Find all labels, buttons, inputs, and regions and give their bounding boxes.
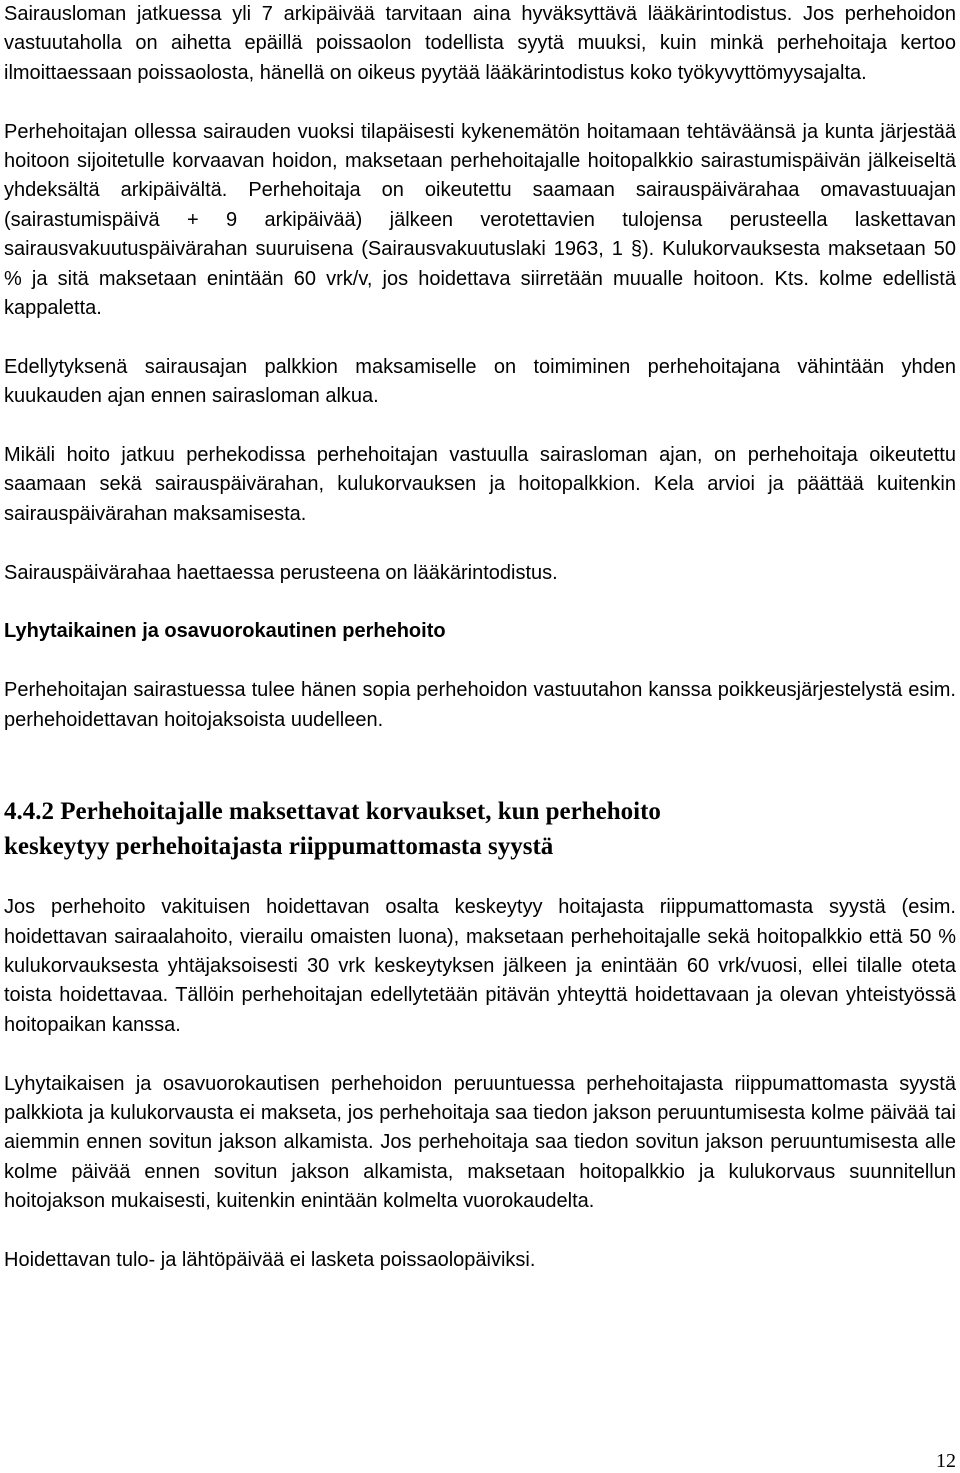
spacer <box>4 647 956 676</box>
section-heading-line-1: 4.4.2 Perhehoitajalle maksettavat korvaukset, kun perhehoito <box>4 797 661 825</box>
section-heading-4-4-2 <box>4 794 956 864</box>
spacer <box>4 735 956 764</box>
paragraph-sick-leave-compensation: Perhehoitajan ollessa sairauden vuoksi tilapäisesti kykenemätön hoitamaan tehtäväänsä ja kunta järjestää hoitoon sijoitetulle korvaavan hoidon, maksetaan perhehoitajalle hoitopalkkio sairastumispäivän jälkeiseltä yhdeksältä arkipäivältä. Perhehoitaja on oikeutettu saamaan sairauspäivärahaa omavastuuajan (sairastumispäivä + 9 arkipäivää) jälkeen verotettavien tulojensa perusteella laskettavan sairausvakuutuspäivärahan suuruisena (Sairausvakuutuslaki 1963, 1 §). Kulukorvauksesta maksetaan 50 % ja sitä maksetaan enintään 60 vrk/v, jos hoidettava siirretään muualle hoitoon. Kts. kolme edellistä kappaletta. <box>4 120 956 320</box>
paragraph-daily-allowance-basis: Sairauspäivärahaa haettaessa perusteena on lääkärintodistus. <box>4 561 558 584</box>
spacer <box>4 88 956 117</box>
paragraph-care-continues-at-home: Mikäli hoito jatkuu perhekodissa perhehoitajan vastuulla sairasloman ajan, on perhehoitaja oikeutettu saamaan sekä sairauspäivärahan, kulukorvauksen ja hoitopalkkion. Kela arvioi ja päättää kuitenkin sairauspäivärahan maksamisesta. <box>4 444 956 525</box>
paragraph-arrival-departure-days: Hoidettavan tulo- ja lähtöpäivää ei lasketa poissaolopäiviksi. <box>4 1249 536 1272</box>
paragraph-cancellation-rules: Lyhytaikaisen ja osavuorokautisen perhehoidon peruuntuessa perhehoitajasta riippumattomasta syystä palkkiota ja kulukorvausta ei makseta, jos perhehoitaja saa tiedon jakson peruuntumisesta kolme päivää tai aiemmin ennen sovitun jakson alkamista. Jos perhehoitaja saa tiedon sovitun jakson peruuntumisesta alle kolme päivää ennen sovitun jakson alkamista, maksetaan hoitopalkkio ja kulukorvaus suunnitellun hoitojakson mukaisesti, kuitenkin enintään kolmelta vuorokaudelta. <box>4 1072 956 1213</box>
spacer <box>4 1040 956 1069</box>
paragraph-condition-for-payment: Edellytyksenä sairausajan palkkion maksamiselle on toimiminen perhehoitajana vähintään yhden kuukauden ajan ennen sairasloman alkua. <box>4 355 956 408</box>
spacer <box>4 588 956 617</box>
spacer <box>4 1217 956 1246</box>
document-page <box>4 0 956 1275</box>
paragraph-interruption-compensation: Jos perhehoito vakituisen hoidettavan osalta keskeytyy hoitajasta riippumattomasta syystä (esim. hoidettavan sairaalahoito, vierailu omaisten luona), maksetaan perhehoitajalle sekä hoitopalkkio että 50 % kulukorvauksesta yhtäjaksoisesti 30 vrk keskeytyksen jälkeen ja enintään 60 vrk/vuosi, ellei tilalle oteta toista hoidettavaa. Tällöin perhehoitajan edellytetään pitävän yhteyttä hoidettavaan ja olevan yhteistyössä hoitopaikan kanssa. <box>4 896 956 1036</box>
spacer <box>4 764 956 793</box>
page-number: 12 <box>936 1450 956 1472</box>
spacer <box>4 529 956 558</box>
spacer <box>4 412 956 441</box>
section-heading-line-2: keskeytyy perhehoitajasta riippumattomasta syystä <box>4 832 554 860</box>
subheading-short-term-care: Lyhytaikainen ja osavuorokautinen perhehoito <box>4 620 446 643</box>
paragraph-sick-leave-certificate: Sairausloman jatkuessa yli 7 arkipäivää tarvitaan aina hyväksyttävä lääkärintodistus. Jos perhehoidon vastuutaholla on aihetta epäillä poissaolon todellista syytä muuksi, kuin minkä perhehoitaja kertoo ilmoittaessaan poissaolosta, hänellä on oikeus pyytää lääkärintodistus koko työkyvyttömyysajalta. <box>4 3 956 84</box>
paragraph-short-term-sickness: Perhehoitajan sairastuessa tulee hänen sopia perhehoidon vastuutahon kanssa poikkeusjärjestelystä esim. perhehoidettavan hoitojaksoista uudelleen. <box>4 679 956 731</box>
spacer <box>4 864 956 893</box>
spacer <box>4 323 956 352</box>
